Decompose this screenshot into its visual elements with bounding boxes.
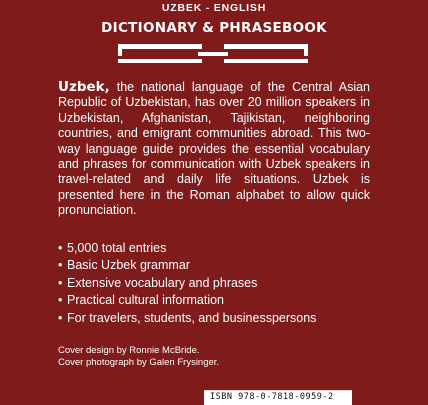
bullet-icon: • — [58, 310, 63, 325]
cover-credits — [58, 345, 219, 368]
bullet-icon: • — [58, 275, 63, 290]
list-item — [58, 292, 316, 309]
book-title: DICTIONARY & PHRASEBOOK — [101, 20, 327, 36]
list-item — [58, 275, 316, 292]
feature-text: Basic Uzbek grammar — [67, 258, 190, 273]
description-lead: Uzbek, — [58, 79, 110, 95]
feature-text: For travelers, students, and businesspersons — [67, 310, 317, 325]
design-credit: Cover design by Ronnie McBride. — [58, 345, 200, 356]
description-paragraph — [58, 80, 370, 219]
isbn-number: ISBN 978-0-7818-0959-2 — [210, 392, 334, 402]
bullet-icon: • — [58, 258, 63, 273]
list-item — [58, 240, 316, 257]
isbn-barcode-box — [204, 390, 352, 405]
decorative-divider — [118, 44, 308, 64]
list-item — [58, 310, 316, 327]
feature-list — [58, 240, 316, 327]
description-body: the national language of the Central Asian Republic of Uzbekistan, has over 20 million speakers in Uzbekistan, Afghanistan, Tajikistan, neighboring countries, and emigrant communities abroad. This two-way language guide provides the essential vocabulary and phrases for communication with Uzbek speakers in travel-related and daily life situations. Uzbek is presented here in the Roman alphabet to allow quick pronunciation. — [58, 80, 370, 218]
photo-credit: Cover photograph by Galen Frysinger. — [58, 356, 220, 368]
list-item — [58, 257, 316, 274]
feature-text: 5,000 total entries — [67, 241, 167, 255]
bullet-icon: • — [58, 241, 63, 255]
feature-text: Extensive vocabulary and phrases — [67, 275, 258, 290]
bullet-icon: • — [58, 293, 63, 308]
feature-text: Practical cultural information — [67, 293, 225, 308]
series-label: UZBEK - ENGLISH — [161, 2, 267, 14]
